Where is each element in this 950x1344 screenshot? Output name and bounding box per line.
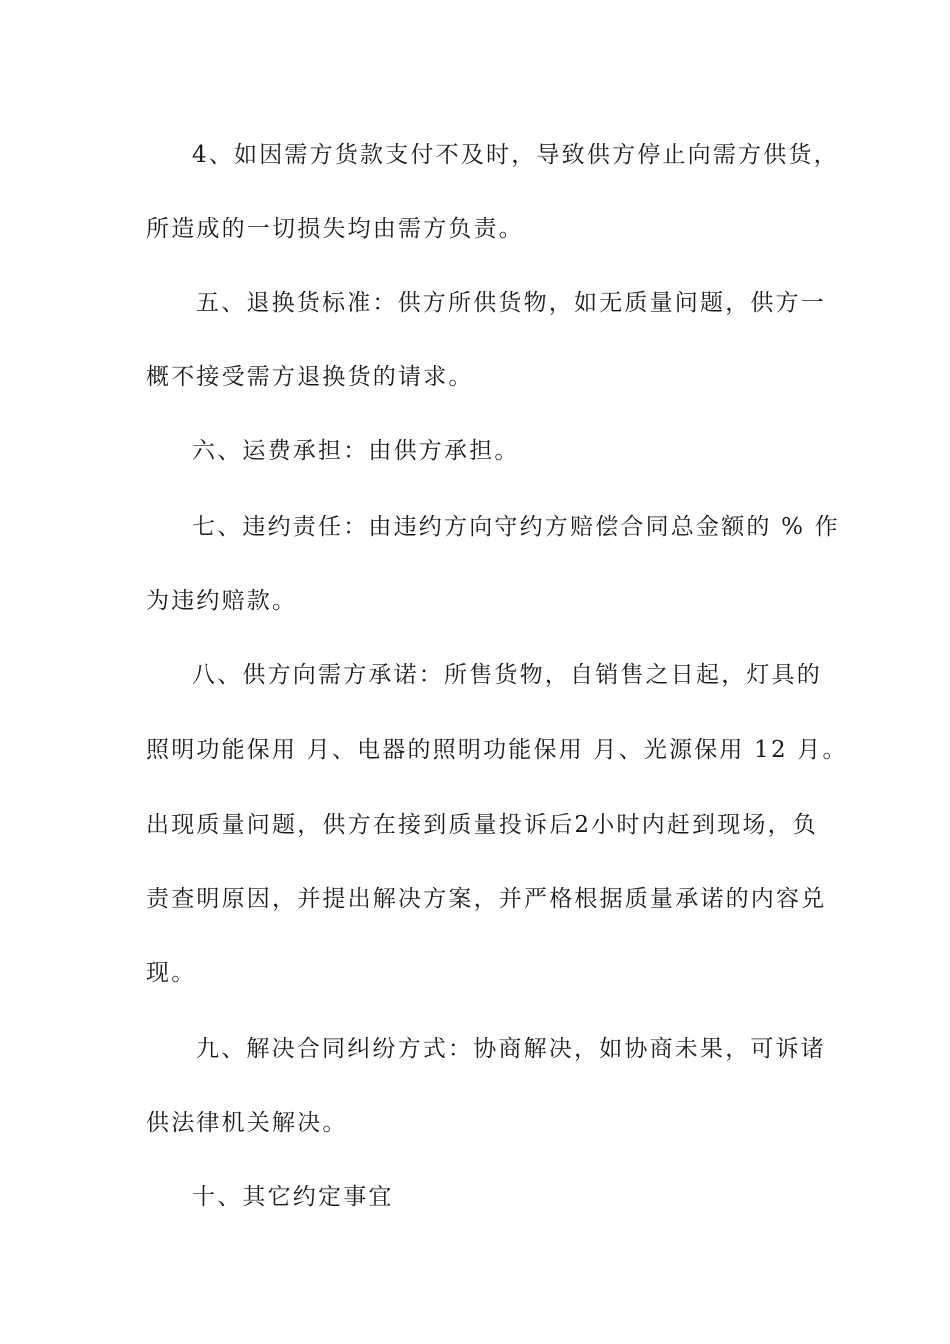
clause-8-line-5: 现。 xyxy=(146,960,197,986)
clause-7-line-1: 七、违约责任：由违约方向守约方赔偿合同总金额的 % 作 xyxy=(192,514,840,540)
clause-6-line-1: 六、运费承担：由供方承担。 xyxy=(192,438,520,464)
clause-4-line-1: 4、如因需方货款支付不及时，导致供方停止向需方供货， xyxy=(192,142,839,168)
clause-5-line-1: 五、退换货标准：供方所供货物，如无质量问题，供方一 xyxy=(196,290,826,316)
clause-8-line-2: 照明功能保用 月、电器的照明功能保用 月、光源保用 12 月。 xyxy=(146,737,848,763)
clause-4-line-2: 所造成的一切损失均由需方负责。 xyxy=(146,216,524,242)
clause-7-line-2: 为违约赔款。 xyxy=(146,588,298,614)
clause-8-line-1: 八、供方向需方承诺：所售货物，自销售之日起，灯具的 xyxy=(192,662,822,688)
clause-10-line-1: 十、其它约定事宜 xyxy=(192,1184,394,1210)
clause-8-line-4: 责查明原因，并提出解决方案，并严格根据质量承诺的内容兑 xyxy=(146,886,827,912)
clause-9-line-2: 供法律机关解决。 xyxy=(146,1110,348,1136)
clause-9-line-1: 九、解决合同纠纷方式：协商解决，如协商未果，可诉诸 xyxy=(196,1036,826,1062)
clause-5-line-2: 概不接受需方退换货的请求。 xyxy=(146,364,474,390)
clause-8-line-3: 出现质量问题，供方在接到质量投诉后2小时内赶到现场，负 xyxy=(146,812,819,838)
